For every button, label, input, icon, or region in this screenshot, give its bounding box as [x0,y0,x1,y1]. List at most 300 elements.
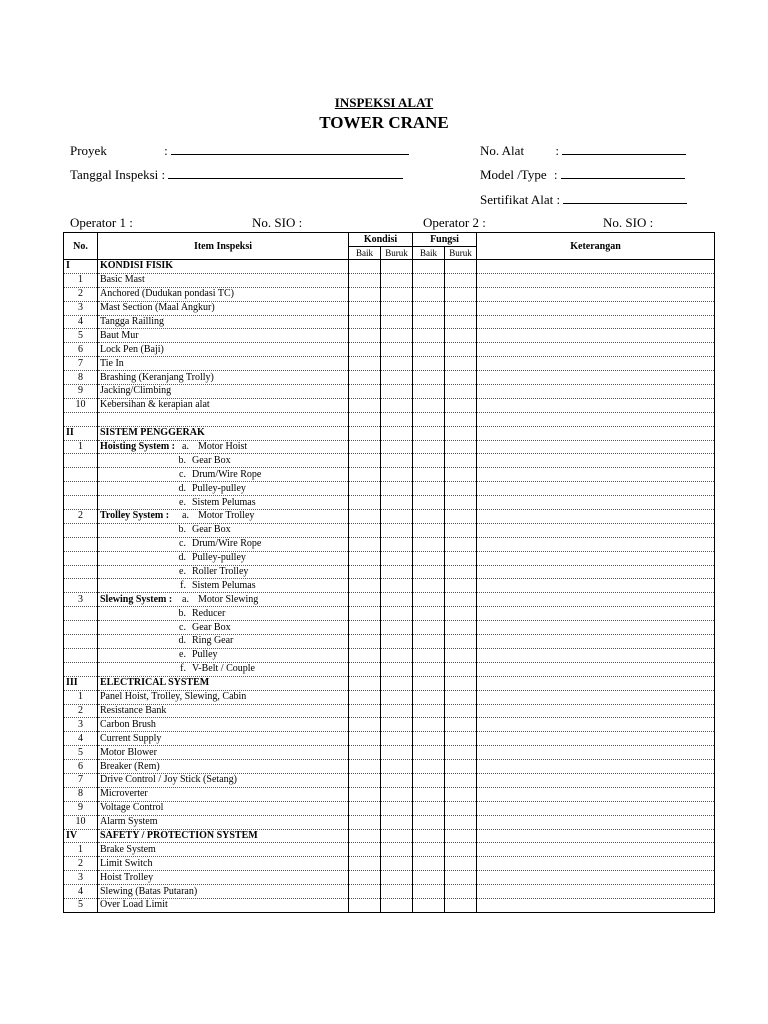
keterangan-cell[interactable] [477,468,715,482]
kondisi-baik-cell[interactable] [349,704,381,718]
fungsi-baik-cell[interactable] [413,593,445,607]
sub-item-letter: b. [178,524,186,536]
kondisi-buruk-cell[interactable] [381,412,413,426]
tanggal-inspeksi-field: Tanggal Inspeksi : [70,167,403,183]
keterangan-cell[interactable] [477,537,715,551]
fungsi-baik-cell[interactable] [413,301,445,315]
kondisi-buruk-cell[interactable] [381,773,413,787]
row-item [98,565,349,579]
kondisi-buruk-cell[interactable] [381,398,413,412]
keterangan-cell[interactable] [477,565,715,579]
kondisi-buruk-cell[interactable] [381,385,413,399]
fungsi-buruk-cell[interactable] [445,523,477,537]
table-row [64,482,715,496]
sub-item-letter: c. [179,621,186,633]
kondisi-baik-cell[interactable] [349,843,381,857]
keterangan-cell[interactable] [477,829,715,843]
kondisi-baik-cell[interactable] [349,412,381,426]
fungsi-buruk-cell[interactable] [445,454,477,468]
keterangan-cell[interactable] [477,648,715,662]
row-number: III [64,676,98,690]
table-row [64,523,715,537]
row-item [98,482,349,496]
fungsi-buruk-cell[interactable] [445,648,477,662]
keterangan-cell[interactable] [477,885,715,899]
sub-item-letter: d. [178,635,186,647]
table-row [64,496,715,510]
keterangan-cell[interactable] [477,343,715,357]
fungsi-baik-cell[interactable] [413,746,445,760]
table-row [64,579,715,593]
fungsi-baik-cell[interactable] [413,885,445,899]
fungsi-baik-cell[interactable] [413,732,445,746]
fungsi-buruk-cell[interactable] [445,412,477,426]
table-row [64,412,715,426]
kondisi-buruk-cell[interactable] [381,871,413,885]
keterangan-cell[interactable] [477,857,715,871]
fungsi-buruk-cell[interactable] [445,398,477,412]
fungsi-buruk-cell[interactable] [445,482,477,496]
kondisi-baik-cell[interactable] [349,690,381,704]
row-item: Resistance Bank [98,704,349,718]
fungsi-baik-cell[interactable] [413,565,445,579]
kondisi-buruk-cell[interactable] [381,829,413,843]
keterangan-cell[interactable] [477,496,715,510]
fungsi-buruk-cell[interactable] [445,496,477,510]
fungsi-buruk-cell[interactable] [445,801,477,815]
table-row [64,898,715,912]
row-item: Slewing (Batas Putaran) [98,885,349,899]
row-item: Carbon Brush [98,718,349,732]
fungsi-baik-cell[interactable] [413,635,445,649]
fungsi-buruk-cell[interactable] [445,579,477,593]
row-item: Jacking/Climbing [98,385,349,399]
kondisi-baik-cell[interactable] [349,260,381,274]
kondisi-buruk-cell[interactable] [381,801,413,815]
kondisi-buruk-cell[interactable] [381,260,413,274]
fungsi-baik-cell[interactable] [413,260,445,274]
row-item [98,537,349,551]
fungsi-buruk-cell[interactable] [445,537,477,551]
row-number: 10 [64,815,98,829]
fungsi-baik-cell[interactable] [413,718,445,732]
col-kondisi-baik-header: Baik [349,247,381,260]
row-item [98,440,349,454]
table-row [64,690,715,704]
table-row [64,648,715,662]
fungsi-baik-cell[interactable] [413,454,445,468]
fungsi-baik-cell[interactable] [413,371,445,385]
fungsi-baik-cell[interactable] [413,537,445,551]
kondisi-buruk-cell[interactable] [381,898,413,912]
fungsi-buruk-cell[interactable] [445,260,477,274]
row-item [98,496,349,510]
keterangan-cell[interactable] [477,635,715,649]
row-number [64,537,98,551]
kondisi-baik-cell[interactable] [349,579,381,593]
keterangan-cell[interactable] [477,773,715,787]
kondisi-buruk-cell[interactable] [381,496,413,510]
table-row [64,551,715,565]
fungsi-baik-cell[interactable] [413,510,445,524]
kondisi-baik-cell[interactable] [349,454,381,468]
kondisi-baik-cell[interactable] [349,662,381,676]
keterangan-cell[interactable] [477,454,715,468]
fungsi-baik-cell[interactable] [413,273,445,287]
kondisi-baik-cell[interactable] [349,648,381,662]
row-number: 4 [64,885,98,899]
keterangan-cell[interactable] [477,662,715,676]
fungsi-buruk-cell[interactable] [445,898,477,912]
kondisi-buruk-cell[interactable] [381,704,413,718]
fungsi-baik-cell[interactable] [413,621,445,635]
sub-item-letter: e. [179,566,186,578]
keterangan-cell[interactable] [477,301,715,315]
fungsi-buruk-cell[interactable] [445,301,477,315]
fungsi-baik-cell[interactable] [413,579,445,593]
keterangan-cell[interactable] [477,315,715,329]
col-kondisi-header: Kondisi [349,233,413,247]
fungsi-baik-cell[interactable] [413,343,445,357]
kondisi-baik-cell[interactable] [349,718,381,732]
kondisi-baik-cell[interactable] [349,371,381,385]
fungsi-buruk-cell[interactable] [445,690,477,704]
fungsi-baik-cell[interactable] [413,662,445,676]
keterangan-cell[interactable] [477,898,715,912]
fungsi-baik-cell[interactable] [413,898,445,912]
fungsi-baik-cell[interactable] [413,329,445,343]
kondisi-buruk-cell[interactable] [381,621,413,635]
keterangan-cell[interactable] [477,676,715,690]
keterangan-cell[interactable] [477,371,715,385]
fungsi-baik-cell[interactable] [413,648,445,662]
keterangan-cell[interactable] [477,593,715,607]
kondisi-buruk-cell[interactable] [381,648,413,662]
kondisi-baik-cell[interactable] [349,871,381,885]
fungsi-buruk-cell[interactable] [445,385,477,399]
fungsi-baik-cell[interactable] [413,760,445,774]
row-number: 4 [64,315,98,329]
fungsi-baik-cell[interactable] [413,482,445,496]
kondisi-baik-cell[interactable] [349,468,381,482]
kondisi-buruk-cell[interactable] [381,635,413,649]
kondisi-baik-cell[interactable] [349,301,381,315]
kondisi-baik-cell[interactable] [349,357,381,371]
kondisi-buruk-cell[interactable] [381,551,413,565]
kondisi-baik-cell[interactable] [349,801,381,815]
keterangan-cell[interactable] [477,385,715,399]
fungsi-buruk-cell[interactable] [445,815,477,829]
kondisi-baik-cell[interactable] [349,829,381,843]
fungsi-baik-cell[interactable] [413,412,445,426]
fungsi-buruk-cell[interactable] [445,468,477,482]
keterangan-cell[interactable] [477,357,715,371]
form-subtitle: TOWER CRANE [319,113,449,132]
row-item: Alarm System [98,815,349,829]
keterangan-cell[interactable] [477,412,715,426]
fungsi-buruk-cell[interactable] [445,885,477,899]
fungsi-buruk-cell[interactable] [445,871,477,885]
fungsi-buruk-cell[interactable] [445,357,477,371]
fungsi-buruk-cell[interactable] [445,676,477,690]
keterangan-cell[interactable] [477,607,715,621]
kondisi-buruk-cell[interactable] [381,523,413,537]
kondisi-buruk-cell[interactable] [381,371,413,385]
kondisi-baik-cell[interactable] [349,482,381,496]
kondisi-baik-cell[interactable] [349,398,381,412]
keterangan-cell[interactable] [477,760,715,774]
keterangan-cell[interactable] [477,718,715,732]
kondisi-buruk-cell[interactable] [381,440,413,454]
fungsi-buruk-cell[interactable] [445,440,477,454]
fungsi-buruk-cell[interactable] [445,635,477,649]
sub-item-label: Pulley-pulley [192,552,246,564]
fungsi-buruk-cell[interactable] [445,704,477,718]
fungsi-baik-cell[interactable] [413,857,445,871]
fungsi-buruk-cell[interactable] [445,315,477,329]
fungsi-buruk-cell[interactable] [445,662,477,676]
kondisi-baik-cell[interactable] [349,732,381,746]
kondisi-baik-cell[interactable] [349,510,381,524]
keterangan-cell[interactable] [477,523,715,537]
fungsi-baik-cell[interactable] [413,801,445,815]
form-title: INSPEKSI ALAT [334,95,434,110]
kondisi-baik-cell[interactable] [349,426,381,440]
table-row [64,510,715,524]
keterangan-cell[interactable] [477,843,715,857]
fungsi-buruk-cell[interactable] [445,551,477,565]
fungsi-buruk-cell[interactable] [445,718,477,732]
kondisi-buruk-cell[interactable] [381,579,413,593]
keterangan-cell[interactable] [477,815,715,829]
kondisi-buruk-cell[interactable] [381,787,413,801]
fungsi-baik-cell[interactable] [413,843,445,857]
fungsi-baik-cell[interactable] [413,468,445,482]
kondisi-baik-cell[interactable] [349,621,381,635]
fungsi-baik-cell[interactable] [413,704,445,718]
table-row [64,718,715,732]
kondisi-buruk-cell[interactable] [381,760,413,774]
kondisi-baik-cell[interactable] [349,315,381,329]
fungsi-buruk-cell[interactable] [445,607,477,621]
kondisi-buruk-cell[interactable] [381,454,413,468]
fungsi-baik-cell[interactable] [413,871,445,885]
fungsi-buruk-cell[interactable] [445,621,477,635]
kondisi-baik-cell[interactable] [349,885,381,899]
keterangan-cell[interactable] [477,579,715,593]
fungsi-baik-cell[interactable] [413,773,445,787]
kondisi-buruk-cell[interactable] [381,301,413,315]
row-number [64,523,98,537]
keterangan-cell[interactable] [477,260,715,274]
fungsi-buruk-cell[interactable] [445,760,477,774]
keterangan-cell[interactable] [477,273,715,287]
fungsi-buruk-cell[interactable] [445,343,477,357]
kondisi-baik-cell[interactable] [349,746,381,760]
fungsi-buruk-cell[interactable] [445,746,477,760]
fungsi-buruk-cell[interactable] [445,787,477,801]
kondisi-buruk-cell[interactable] [381,315,413,329]
fungsi-baik-cell[interactable] [413,426,445,440]
kondisi-buruk-cell[interactable] [381,329,413,343]
kondisi-buruk-cell[interactable] [381,746,413,760]
row-number: 3 [64,593,98,607]
row-number: 2 [64,704,98,718]
row-item: Microverter [98,787,349,801]
keterangan-cell[interactable] [477,621,715,635]
kondisi-baik-cell[interactable] [349,593,381,607]
table-row [64,857,715,871]
fungsi-baik-cell[interactable] [413,829,445,843]
fungsi-baik-cell[interactable] [413,690,445,704]
table-row [64,815,715,829]
kondisi-buruk-cell[interactable] [381,815,413,829]
kondisi-buruk-cell[interactable] [381,537,413,551]
keterangan-cell[interactable] [477,510,715,524]
kondisi-baik-cell[interactable] [349,551,381,565]
kondisi-buruk-cell[interactable] [381,565,413,579]
kondisi-buruk-cell[interactable] [381,468,413,482]
row-item [98,510,349,524]
sub-item-label: Motor Slewing [198,593,259,605]
fungsi-buruk-cell[interactable] [445,426,477,440]
keterangan-cell[interactable] [477,801,715,815]
row-number: 7 [64,357,98,371]
keterangan-cell[interactable] [477,329,715,343]
row-item: Brake System [98,843,349,857]
table-row [64,371,715,385]
kondisi-buruk-cell[interactable] [381,357,413,371]
fungsi-baik-cell[interactable] [413,440,445,454]
sub-item-letter: e. [179,649,186,661]
kondisi-buruk-cell[interactable] [381,885,413,899]
col-keterangan-header: Keterangan [477,233,715,260]
fungsi-baik-cell[interactable] [413,357,445,371]
keterangan-cell[interactable] [477,787,715,801]
keterangan-cell[interactable] [477,426,715,440]
kondisi-buruk-cell[interactable] [381,482,413,496]
fungsi-baik-cell[interactable] [413,551,445,565]
fungsi-buruk-cell[interactable] [445,732,477,746]
fungsi-buruk-cell[interactable] [445,371,477,385]
kondisi-baik-cell[interactable] [349,607,381,621]
row-number [64,551,98,565]
fungsi-buruk-cell[interactable] [445,773,477,787]
keterangan-cell[interactable] [477,482,715,496]
keterangan-cell[interactable] [477,871,715,885]
fungsi-buruk-cell[interactable] [445,565,477,579]
fungsi-buruk-cell[interactable] [445,829,477,843]
section-row [64,676,715,690]
keterangan-cell[interactable] [477,398,715,412]
kondisi-baik-cell[interactable] [349,385,381,399]
kondisi-buruk-cell[interactable] [381,718,413,732]
fungsi-buruk-cell[interactable] [445,593,477,607]
keterangan-cell[interactable] [477,746,715,760]
row-item [98,468,349,482]
fungsi-baik-cell[interactable] [413,676,445,690]
kondisi-baik-cell[interactable] [349,676,381,690]
kondisi-baik-cell[interactable] [349,773,381,787]
kondisi-buruk-cell[interactable] [381,426,413,440]
kondisi-buruk-cell[interactable] [381,607,413,621]
table-row [64,635,715,649]
kondisi-baik-cell[interactable] [349,273,381,287]
row-item [98,523,349,537]
kondisi-buruk-cell[interactable] [381,593,413,607]
fungsi-baik-cell[interactable] [413,398,445,412]
kondisi-baik-cell[interactable] [349,857,381,871]
kondisi-baik-cell[interactable] [349,565,381,579]
kondisi-baik-cell[interactable] [349,343,381,357]
fungsi-buruk-cell[interactable] [445,857,477,871]
kondisi-baik-cell[interactable] [349,440,381,454]
kondisi-baik-cell[interactable] [349,523,381,537]
kondisi-buruk-cell[interactable] [381,343,413,357]
kondisi-buruk-cell[interactable] [381,676,413,690]
fungsi-baik-cell[interactable] [413,523,445,537]
kondisi-baik-cell[interactable] [349,787,381,801]
kondisi-baik-cell[interactable] [349,496,381,510]
row-item: Current Supply [98,732,349,746]
fungsi-buruk-cell[interactable] [445,843,477,857]
row-number: 4 [64,732,98,746]
fungsi-baik-cell[interactable] [413,385,445,399]
keterangan-cell[interactable] [477,690,715,704]
fungsi-baik-cell[interactable] [413,815,445,829]
kondisi-buruk-cell[interactable] [381,732,413,746]
fungsi-buruk-cell[interactable] [445,273,477,287]
keterangan-cell[interactable] [477,551,715,565]
fungsi-buruk-cell[interactable] [445,287,477,301]
no-sio-1-label: No. SIO : [252,215,303,230]
keterangan-cell[interactable] [477,732,715,746]
keterangan-cell[interactable] [477,440,715,454]
system-label: Slewing System : [100,593,173,605]
sub-item-label: Sistem Pelumas [192,496,256,508]
fungsi-baik-cell[interactable] [413,607,445,621]
row-item: Over Load Limit [98,898,349,912]
kondisi-buruk-cell[interactable] [381,510,413,524]
table-row [64,287,715,301]
row-item [98,454,349,468]
kondisi-baik-cell[interactable] [349,635,381,649]
sub-item-label: Gear Box [192,524,231,536]
fungsi-baik-cell[interactable] [413,787,445,801]
fungsi-baik-cell[interactable] [413,287,445,301]
kondisi-baik-cell[interactable] [349,815,381,829]
kondisi-baik-cell[interactable] [349,898,381,912]
kondisi-buruk-cell[interactable] [381,843,413,857]
sub-item-letter: d. [178,482,186,494]
keterangan-cell[interactable] [477,704,715,718]
kondisi-baik-cell[interactable] [349,537,381,551]
fungsi-baik-cell[interactable] [413,496,445,510]
fungsi-buruk-cell[interactable] [445,510,477,524]
kondisi-buruk-cell[interactable] [381,690,413,704]
kondisi-buruk-cell[interactable] [381,857,413,871]
kondisi-baik-cell[interactable] [349,760,381,774]
kondisi-buruk-cell[interactable] [381,662,413,676]
kondisi-buruk-cell[interactable] [381,287,413,301]
fungsi-baik-cell[interactable] [413,315,445,329]
keterangan-cell[interactable] [477,287,715,301]
no-alat-field: No. Alat : [480,143,686,159]
kondisi-baik-cell[interactable] [349,329,381,343]
fungsi-buruk-cell[interactable] [445,329,477,343]
kondisi-buruk-cell[interactable] [381,273,413,287]
kondisi-baik-cell[interactable] [349,287,381,301]
